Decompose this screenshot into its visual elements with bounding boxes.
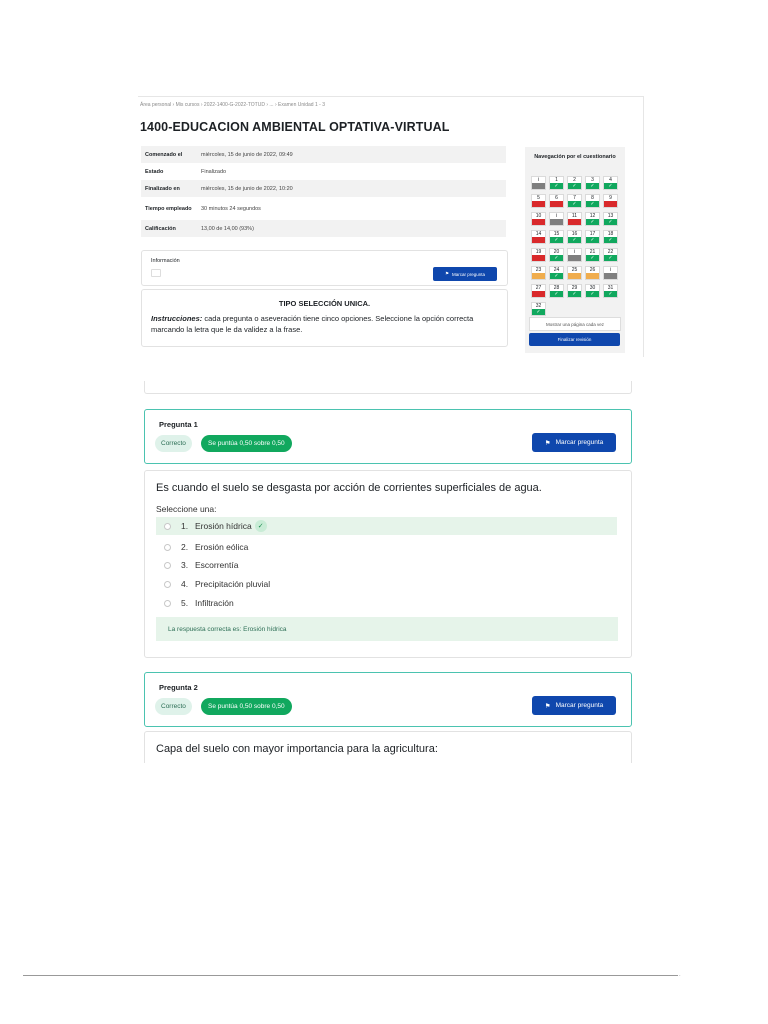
check-icon: ✓ <box>568 291 581 297</box>
status-bar <box>532 183 545 189</box>
quiz-nav-button-31[interactable] <box>603 284 618 298</box>
check-icon: ✓ <box>586 183 599 189</box>
check-icon: ✓ <box>604 183 617 189</box>
radio-button[interactable] <box>164 562 171 569</box>
option-number: 1. <box>181 521 189 531</box>
quiz-nav-number: 22 <box>607 249 614 255</box>
status-bar <box>604 273 617 279</box>
status-bar <box>532 291 545 297</box>
summary-row-finished <box>141 180 506 197</box>
quiz-nav-button-25[interactable] <box>567 266 582 280</box>
quiz-nav-button-8[interactable] <box>585 194 600 208</box>
check-icon: ✓ <box>255 520 267 532</box>
radio-button[interactable] <box>164 581 171 588</box>
quiz-nav-button-6[interactable] <box>549 194 564 208</box>
quiz-navigation-title: Navegación por el cuestionario <box>534 154 616 160</box>
quiz-nav-number: 1 <box>555 177 558 183</box>
quiz-nav-number: 26 <box>589 267 596 273</box>
quiz-nav-button-4[interactable] <box>603 176 618 190</box>
check-icon: ✓ <box>586 219 599 225</box>
feedback-text: La respuesta correcta es: Erosión hídrica <box>168 625 287 633</box>
option-label: Escorrentía <box>195 560 239 570</box>
quiz-nav-number: i <box>537 177 540 183</box>
previous-card-bottom <box>144 381 632 394</box>
flag-question-button[interactable] <box>433 267 497 281</box>
quiz-nav-button-27[interactable] <box>531 284 546 298</box>
check-icon: ✓ <box>604 219 617 225</box>
quiz-nav-number: 18 <box>607 231 614 237</box>
quiz-nav-button-i[interactable] <box>603 266 618 280</box>
quiz-nav-button-2[interactable] <box>567 176 582 190</box>
summary-value: miércoles, 15 de junio de 2022, 10:20 <box>201 185 293 192</box>
check-icon: ✓ <box>550 237 563 243</box>
flag-question-button[interactable] <box>532 433 616 452</box>
option-label: Precipitación pluvial <box>195 579 271 589</box>
quiz-nav-button-15[interactable] <box>549 230 564 244</box>
answer-option-4[interactable] <box>156 575 617 593</box>
quiz-nav-number: 13 <box>607 213 614 219</box>
score-badge: Se puntúa 0,50 sobre 0,50 <box>201 435 292 452</box>
quiz-nav-number: 29 <box>571 285 578 291</box>
status-bar <box>568 255 581 261</box>
status-bar <box>550 219 563 225</box>
flag-question-label: Marcar pregunta <box>452 271 486 277</box>
question-2-header <box>144 672 632 727</box>
correct-answer-feedback <box>156 617 618 641</box>
quiz-nav-button-5[interactable] <box>531 194 546 208</box>
question-1-header <box>144 409 632 464</box>
quiz-nav-button-12[interactable] <box>585 212 600 226</box>
instructions-text <box>151 313 496 335</box>
summary-label: Tiempo empleado <box>145 205 192 212</box>
page-footer-divider <box>23 975 678 976</box>
check-icon: ✓ <box>586 201 599 207</box>
quiz-nav-number: 3 <box>591 177 594 183</box>
quiz-nav-button-18[interactable] <box>603 230 618 244</box>
quiz-nav-button-21[interactable] <box>585 248 600 262</box>
quiz-nav-button-3[interactable] <box>585 176 600 190</box>
status-bar <box>586 273 599 279</box>
quiz-nav-number: 14 <box>535 231 542 237</box>
flag-icon: ⚑ <box>444 271 449 276</box>
quiz-nav-button-17[interactable] <box>585 230 600 244</box>
option-label: Erosión hídrica <box>195 521 252 531</box>
question-1-body <box>144 470 632 658</box>
summary-label: Estado <box>145 168 164 175</box>
summary-row-state <box>141 163 506 180</box>
summary-label: Calificación <box>145 225 176 232</box>
quiz-nav-button-24[interactable] <box>549 266 564 280</box>
flag-question-button[interactable] <box>532 696 616 715</box>
breadcrumb[interactable]: Área personal › Mis cursos › 2022-1400-G-2022-TOTUD › ... › Examen Unidad 1 - 3 <box>140 102 325 108</box>
quiz-navigation-panel <box>525 147 625 353</box>
quiz-nav-button-11[interactable] <box>567 212 582 226</box>
quiz-nav-number: 6 <box>555 195 558 201</box>
status-bar <box>532 219 545 225</box>
answer-option-1[interactable] <box>156 517 617 535</box>
check-icon: ✓ <box>604 291 617 297</box>
quiz-nav-number: 15 <box>553 231 560 237</box>
check-icon: ✓ <box>586 255 599 261</box>
quiz-nav-button-23[interactable] <box>531 266 546 280</box>
check-icon: ✓ <box>550 255 563 261</box>
quiz-nav-button-19[interactable] <box>531 248 546 262</box>
check-icon: ✓ <box>568 237 581 243</box>
quiz-nav-number: 23 <box>535 267 542 273</box>
quiz-nav-button-9[interactable] <box>603 194 618 208</box>
flag-icon: ⚑ <box>544 439 551 447</box>
summary-value: 13,00 de 14,00 (93%) <box>201 225 254 232</box>
quiz-nav-number: 20 <box>553 249 560 255</box>
status-bar <box>568 219 581 225</box>
check-icon: ✓ <box>550 291 563 297</box>
summary-label: Comenzado el <box>145 151 183 158</box>
option-number: 3. <box>181 560 189 570</box>
finish-review-button[interactable]: Finalizar revisión <box>529 333 620 346</box>
quiz-nav-button-16[interactable] <box>567 230 582 244</box>
quiz-nav-button-i[interactable] <box>531 176 546 190</box>
flag-icon[interactable] <box>151 269 161 277</box>
footer-mark: . <box>679 972 681 978</box>
information-label: Información <box>151 258 180 264</box>
question-number: Pregunta 1 <box>159 420 198 429</box>
check-icon: ✓ <box>550 183 563 189</box>
quiz-nav-button-i[interactable] <box>567 248 582 262</box>
answer-option-3[interactable] <box>156 556 617 574</box>
quiz-summary-screenshot <box>138 96 644 357</box>
quiz-nav-number: i <box>573 249 576 255</box>
status-badge: Correcto <box>155 435 192 452</box>
quiz-nav-button-20[interactable] <box>549 248 564 262</box>
radio-button[interactable] <box>164 600 171 607</box>
quiz-nav-number: 10 <box>535 213 542 219</box>
quiz-nav-button-7[interactable] <box>567 194 582 208</box>
radio-button[interactable] <box>164 544 171 551</box>
instructions-heading: TIPO SELECCIÓN UNICA. <box>278 299 371 308</box>
status-bar <box>532 255 545 261</box>
instructions-bold: Instrucciones: <box>151 314 203 323</box>
quiz-nav-button-28[interactable] <box>549 284 564 298</box>
check-icon: ✓ <box>604 237 617 243</box>
page-title: 1400-EDUCACION AMBIENTAL OPTATIVA-VIRTUAL <box>140 120 450 134</box>
summary-row-started <box>141 146 506 163</box>
radio-button[interactable] <box>164 523 171 530</box>
quiz-nav-number: 21 <box>589 249 596 255</box>
quiz-nav-number: 12 <box>589 213 596 219</box>
show-one-page-link[interactable]: Mostrar una página cada vez <box>529 317 621 331</box>
quiz-nav-number: 4 <box>609 177 612 183</box>
instructions-box <box>141 289 508 347</box>
summary-row-grade <box>141 220 506 237</box>
status-bar <box>550 201 563 207</box>
check-icon: ✓ <box>586 237 599 243</box>
quiz-nav-number: 25 <box>571 267 578 273</box>
summary-value: miércoles, 15 de junio de 2022, 09:49 <box>201 151 293 158</box>
status-bar <box>604 201 617 207</box>
question-text: Capa del suelo con mayor importancia para la agricultura: <box>156 743 438 755</box>
quiz-nav-button-30[interactable] <box>585 284 600 298</box>
status-bar <box>532 273 545 279</box>
check-icon: ✓ <box>604 255 617 261</box>
quiz-nav-number: 32 <box>535 303 542 309</box>
flag-question-label: Marcar pregunta <box>555 439 604 446</box>
status-bar <box>568 273 581 279</box>
quiz-nav-button-1[interactable] <box>549 176 564 190</box>
quiz-nav-number: 19 <box>535 249 542 255</box>
summary-row-time <box>141 197 506 220</box>
answer-option-2[interactable] <box>156 538 617 556</box>
option-label: Infiltración <box>195 598 234 608</box>
quiz-nav-button-i[interactable] <box>549 212 564 226</box>
select-one-label: Seleccione una: <box>156 504 217 514</box>
instructions-body: cada pregunta o aseveración tiene cinco opciones. Seleccione la opción correcta marcando la letra que le da validez a la frase. <box>151 314 474 334</box>
check-icon: ✓ <box>586 291 599 297</box>
question-text: Es cuando el suelo se desgasta por acción de corrientes superficiales de agua. <box>156 482 542 494</box>
quiz-nav-number: i <box>555 213 558 219</box>
question-number: Pregunta 2 <box>159 683 198 692</box>
option-number: 4. <box>181 579 189 589</box>
check-icon: ✓ <box>532 309 545 315</box>
quiz-nav-number: 11 <box>571 213 578 219</box>
quiz-nav-button-10[interactable] <box>531 212 546 226</box>
flag-question-label: Marcar pregunta <box>555 702 604 709</box>
quiz-nav-button-14[interactable] <box>531 230 546 244</box>
quiz-nav-button-32[interactable] <box>531 302 546 316</box>
answer-option-5[interactable] <box>156 594 617 612</box>
flag-icon: ⚑ <box>544 702 551 710</box>
check-icon: ✓ <box>550 273 563 279</box>
status-badge: Correcto <box>155 698 192 715</box>
score-badge: Se puntúa 0,50 sobre 0,50 <box>201 698 292 715</box>
option-number: 2. <box>181 542 189 552</box>
quiz-nav-button-13[interactable] <box>603 212 618 226</box>
quiz-nav-number: 24 <box>553 267 560 273</box>
quiz-nav-number: 8 <box>591 195 594 201</box>
quiz-nav-number: 30 <box>589 285 596 291</box>
option-number: 5. <box>181 598 189 608</box>
quiz-nav-number: 17 <box>589 231 596 237</box>
quiz-nav-number: 31 <box>607 285 614 291</box>
quiz-nav-button-29[interactable] <box>567 284 582 298</box>
quiz-nav-number: 9 <box>609 195 612 201</box>
status-bar <box>532 201 545 207</box>
check-icon: ✓ <box>568 201 581 207</box>
status-bar <box>532 237 545 243</box>
information-box <box>141 250 508 286</box>
quiz-nav-button-22[interactable] <box>603 248 618 262</box>
summary-value: 30 minutos 24 segundos <box>201 205 261 212</box>
check-icon: ✓ <box>568 183 581 189</box>
quiz-nav-number: 27 <box>535 285 542 291</box>
question-2-body <box>144 731 632 763</box>
option-label: Erosión eólica <box>195 542 249 552</box>
quiz-nav-number: 7 <box>573 195 576 201</box>
summary-label: Finalizado en <box>145 185 180 192</box>
quiz-nav-button-26[interactable] <box>585 266 600 280</box>
quiz-nav-number: 28 <box>553 285 560 291</box>
quiz-nav-number: 2 <box>573 177 576 183</box>
summary-value: Finalizado <box>201 168 227 175</box>
quiz-nav-number: 5 <box>537 195 540 201</box>
quiz-nav-number: 16 <box>571 231 578 237</box>
quiz-nav-number: i <box>609 267 612 273</box>
